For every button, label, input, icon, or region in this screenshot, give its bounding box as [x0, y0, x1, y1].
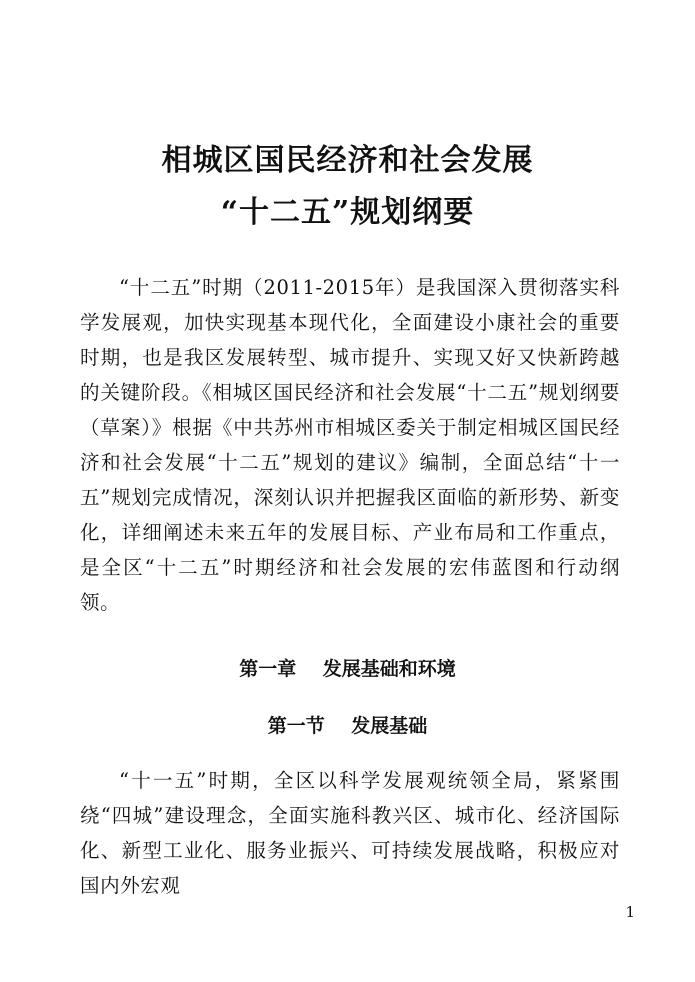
section-heading: 第一节 发展基础 — [267, 715, 428, 737]
document-title-line-2: “十二五”规划纲要 — [220, 195, 475, 230]
document-title-line-1: 相城区国民经济和社会发展 — [161, 143, 534, 178]
chapter-heading: 第一章 发展基础和环境 — [239, 658, 456, 680]
intro-paragraph: “十二五”时期（2011-2015年）是我国深入贯彻落实科学发展观，加快实现基本现代化，全面建设小康社会的重要时期，也是我区发展转型、城市提升、实现又好又快新跨越的关键阶段。《相城区国民经济和社会发展“十二五”规划纲要（草案）》根据《中共苏州市相城区委关于制定相城区国民经济和社会发展“十二五”规划的建议》编制，全面总结“十一五”规划完成情况，深刻认识并把握我区面临的新形势、新变化，详细阐述未来五年的发展目标、产业布局和工作重点，是全区“十二五”时期经济和社会发展的宏伟蓝图和行动纲领。 — [80, 276, 620, 614]
section-paragraph: “十一五”时期，全区以科学发展观统领全局，紧紧围绕“四城”建设理念，全面实施科教兴区、城市化、经济国际化、新型工业化、服务业振兴、可持续发展战略，积极应对国内外宏观 — [80, 769, 620, 897]
page-number: 1 — [625, 903, 635, 921]
